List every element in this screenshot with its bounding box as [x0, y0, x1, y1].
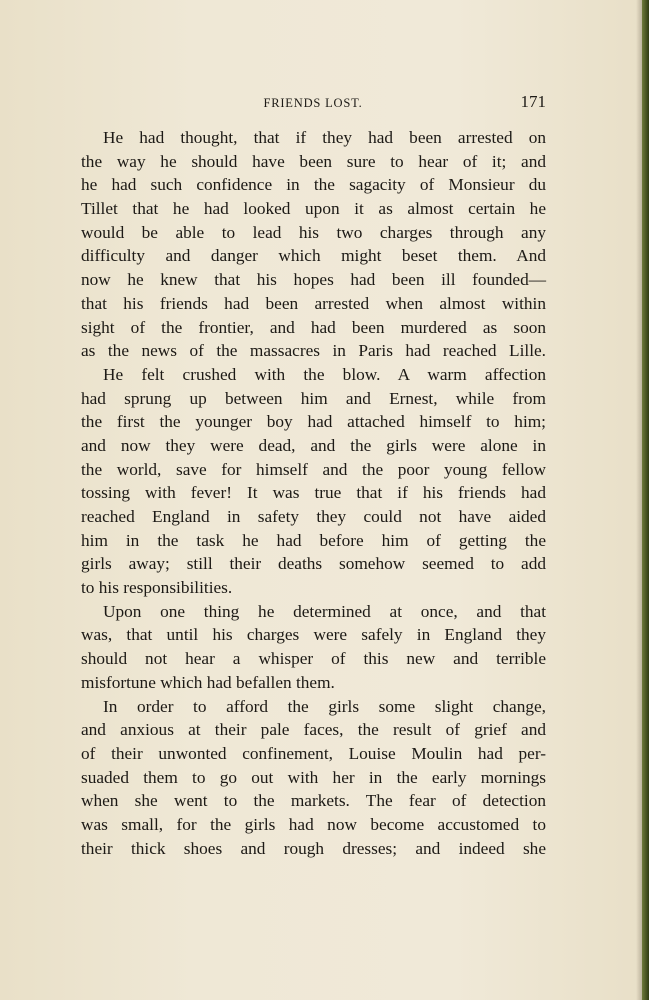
text-line: and now they were dead, and the girls were alone in — [81, 435, 546, 455]
page-header — [80, 92, 546, 114]
text-line: girls away; still their deaths somehow seemed to add — [81, 554, 546, 574]
text-line: He had thought, that if they had been arrested on — [103, 128, 546, 147]
text-line: now he knew that his hopes had been ill founded— — [81, 270, 546, 290]
page-number: 171 — [520, 92, 546, 111]
paragraph-3 — [81, 600, 546, 695]
text-line: He felt crushed with the blow. A warm affection — [103, 364, 546, 384]
text-line: him in the task he had before him of getting the — [81, 530, 546, 550]
paragraph-2 — [81, 363, 546, 600]
text-line: the first the younger boy had attached himself to him; — [81, 412, 546, 432]
text-line: the way he should have been sure to hear of it; and — [81, 151, 546, 171]
text-line: was, that until his charges were safely in England they — [81, 625, 546, 645]
paragraph-4 — [81, 695, 546, 861]
text-line: misfortune which had befallen them. — [81, 672, 335, 692]
text-line: difficulty and danger which might beset them. And — [81, 246, 546, 266]
running-title: FRIENDS LOST. — [263, 96, 363, 110]
text-line: had sprung up between him and Ernest, while from — [81, 388, 546, 408]
text-line: and anxious at their pale faces, the result of grief and — [81, 720, 546, 740]
text-line: as the news of the massacres in Paris had reached Lille. — [81, 341, 546, 361]
text-line: tossing with fever! It was true that if his friends had — [81, 483, 546, 503]
text-line: when she went to the markets. The fear of detection — [81, 791, 546, 811]
book-cover-edge — [642, 0, 649, 1000]
text-line: Upon one thing he determined at once, and that — [103, 601, 546, 621]
text-line: suaded them to go out with her in the early mornings — [81, 767, 546, 787]
text-line: Tillet that he had looked upon it as almost certain he — [81, 199, 546, 219]
text-line: should not hear a whisper of this new and terrible — [81, 649, 546, 669]
text-line: reached England in safety they could not have aided — [81, 507, 546, 526]
text-line: would be able to lead his two charges through any — [81, 222, 546, 242]
paragraph-1 — [81, 126, 546, 363]
text-line: the world, save for himself and the poor young fellow — [81, 459, 546, 479]
text-line: to his responsibilities. — [81, 578, 233, 598]
text-line: that his friends had been arrested when almost within — [81, 293, 546, 313]
text-line: he had such confidence in the sagacity of Monsieur du — [81, 175, 546, 195]
text-line: was small, for the girls had now become accustomed to — [81, 814, 546, 834]
text-line: In order to afford the girls some slight change, — [103, 696, 546, 716]
body-text — [81, 126, 546, 860]
text-line: of their unwonted confinement, Louise Moulin had per- — [81, 743, 546, 763]
text-line: their thick shoes and rough dresses; and indeed she — [81, 838, 546, 858]
text-line: sight of the frontier, and had been murdered as soon — [81, 317, 546, 337]
